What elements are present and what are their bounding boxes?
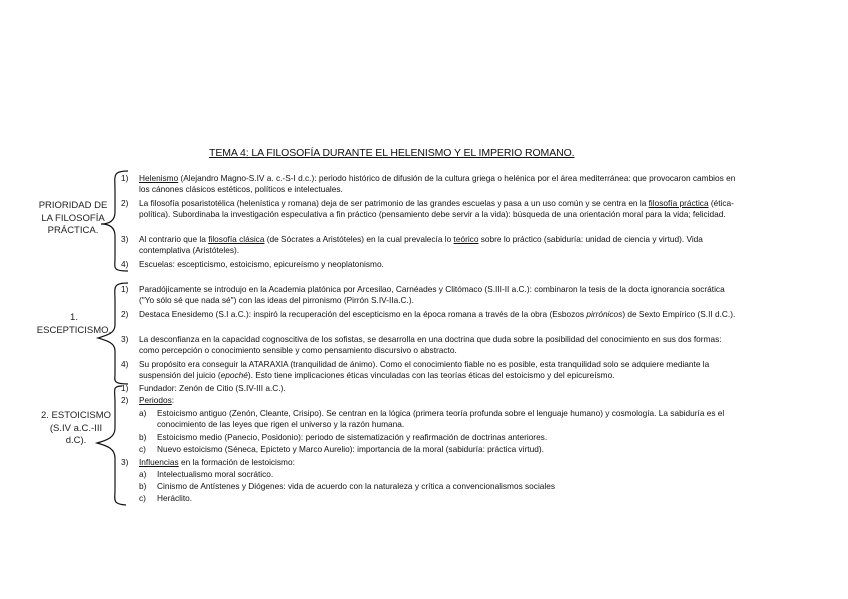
- item-number: 2): [121, 395, 129, 405]
- stoicism-founder: Fundador: Zenón de Citio (S.IV-III a.C.).: [139, 383, 286, 393]
- stoicism-influences-heading: Influencias en la formación de lestoicismo:: [139, 457, 295, 467]
- influence-heraclitus: Heráclito.: [157, 493, 193, 503]
- skepticism-item-1: Paradójicamente se introdujo en la Academia platónica por Arcesilao, Carnéades y Clitómaco (S.III-II a.C.): combinaron la tesis de la docta ignorancia socrática ("Yo sólo sé que nada sé") con las ideas del pirronismo (Pirrón S.IV-IIa.C.).: [139, 284, 725, 306]
- period-medio: Estoicismo medio (Panecio, Posidonio): periodo de sistematización y reafirmación de doctrinas anteriores.: [157, 432, 548, 442]
- priority-item-2: La filosofía posaristotélica (helenística y romana) deja de ser patrimonio de las grandes escuelas y pasa a un uso común y se centra en la filosofía práctica (ética-política). Subordinaba la investigación especulativa a fin práctico (pensamiento debe servir a la vida): búsqueda de una orientación moral para la vida; felicidad.: [139, 198, 734, 220]
- sub-letter: c): [139, 493, 146, 503]
- item-number: 2): [121, 309, 129, 319]
- item-number: 3): [121, 334, 129, 344]
- period-nuevo: Nuevo estoicismo (Séneca, Epicteto y Marco Aurelio): importancia de la moral (sabiduría: práctica virtud).: [157, 444, 544, 454]
- skepticism-item-3: La desconfianza en la capacidad cognoscitiva de los sofistas, se desarrolla en una doctrina que duda sobre la posibilidad del conocimiento en sus dos formas: como percepción o conocimiento sensible y como pensamiento discursivo o abstracto.: [139, 334, 722, 356]
- item-number: 4): [121, 359, 129, 369]
- section-label-priority: PRIORIDAD DE LA FILOSOFÍA PRÁCTICA.: [38, 200, 108, 236]
- sub-letter: a): [139, 469, 147, 479]
- skepticism-item-4: Su propósito era conseguir la ATARAXIA (tranquilidad de ánimo). Como el conocimiento fiable no es posible, esta tranquilidad solo se adquiere mediante la suspensión del juicio (epoché). Esto tiene implicaciones éticas vinculadas con las teorías éticas del estoicismo y del epicureísmo.: [139, 359, 710, 381]
- influence-socratic: Intelectualismo moral socrático.: [157, 469, 274, 479]
- section-label-skepticism: 1. ESCEPTICISMO.: [36, 312, 112, 336]
- influence-cynicism: Cinismo de Antístenes y Diógenes: vida de acuerdo con la naturaleza y crítica a convencionalismos sociales: [157, 481, 556, 491]
- priority-item-3: Al contrario que la filosofía clásica (de Sócrates a Aristóteles) en la cual prevalecía lo teórico sobre lo práctico (sabiduría: unidad de ciencia y virtud). Vida contemplativa (Aristóteles).: [139, 234, 703, 256]
- period-antiguo: Estoicismo antiguo (Zenón, Cleante, Crisipo). Se centran en la lógica (primera teoría profunda sobre el lenguaje humano) y cosmología. La sabiduría es el conocimiento de las leyes que rigen el universo y la razón humana.: [157, 408, 725, 430]
- item-number: 3): [121, 234, 129, 244]
- item-number: 1): [121, 173, 129, 183]
- priority-item-4: Escuelas: escepticismo, estoicismo, epicureísmo y neoplatonismo.: [139, 259, 384, 269]
- item-number: 1): [121, 284, 129, 294]
- item-number: 3): [121, 457, 129, 467]
- stoicism-periods-heading: Periodos:: [139, 395, 175, 405]
- sub-letter: c): [139, 444, 146, 454]
- sub-letter: b): [139, 481, 147, 491]
- section-label-stoicism: 2. ESTOICISMO (S.IV a.C.-III d.C).: [40, 410, 112, 446]
- item-number: 2): [121, 198, 129, 208]
- item-number: 4): [121, 259, 129, 269]
- skepticism-item-2: Destaca Enesidemo (S.I a.C.): inspiró la recuperación del escepticismo en la época romana a través de la obra (Esbozos pirrónicos) de Sexto Empírico (S.II d.C.).: [139, 309, 736, 319]
- sub-letter: b): [139, 432, 147, 442]
- page-title: TEMA 4: LA FILOSOFÍA DURANTE EL HELENISMO Y EL IMPERIO ROMANO.: [209, 147, 575, 159]
- priority-item-1: Helenismo (Alejandro Magno-S.IV a. c.-S-I d.c.): periodo histórico de difusión de la cultura griega o helénica por el área mediterránea: que provocaron cambios en los cánones clásicos estéticos, políticos e intelectuales.: [139, 173, 736, 195]
- item-number: 1): [121, 383, 129, 393]
- sub-letter: a): [139, 408, 147, 418]
